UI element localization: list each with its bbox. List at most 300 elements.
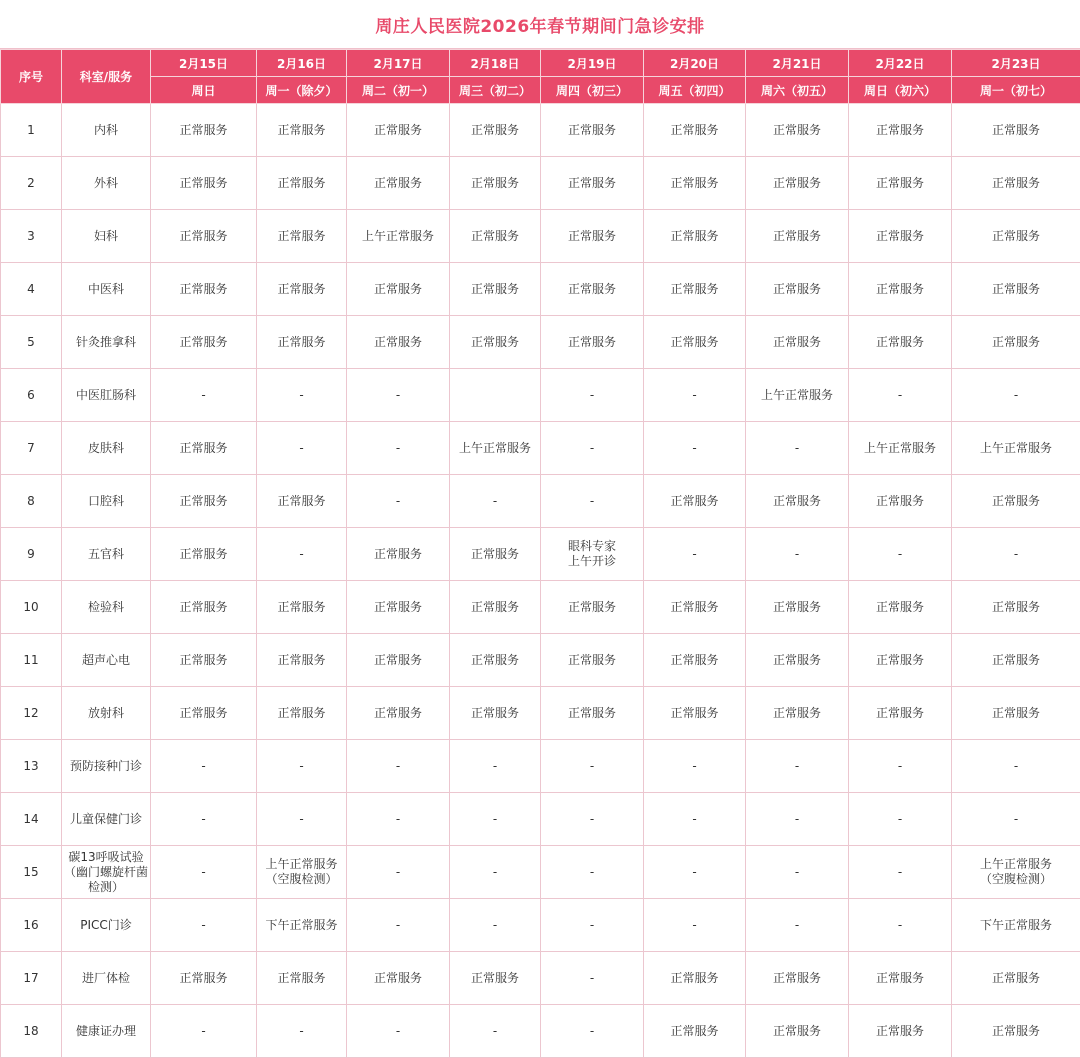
schedule-cell-text: 正常服务: [746, 282, 848, 297]
schedule-cell: [257, 581, 347, 634]
row-dept: [62, 369, 151, 422]
schedule-cell: [541, 316, 644, 369]
schedule-cell-text: 正常服务: [450, 335, 540, 350]
schedule-cell-text: -: [849, 812, 951, 827]
schedule-cell-text: -: [644, 547, 745, 562]
schedule-cell-text: 正常服务: [151, 706, 256, 721]
schedule-cell: [151, 369, 257, 422]
schedule-cell: [541, 422, 644, 475]
schedule-cell-text: 正常服务: [541, 229, 643, 244]
schedule-cell-text: 正常服务: [644, 706, 745, 721]
schedule-cell-text: -: [746, 918, 848, 933]
schedule-cell: [849, 422, 952, 475]
header-date: 2月17日: [347, 50, 450, 77]
table-row: [1, 740, 1080, 793]
row-index: 11: [1, 634, 62, 687]
header-weekday: 周六（初五）: [746, 77, 849, 104]
row-dept: [62, 210, 151, 263]
row-dept: [62, 846, 151, 899]
row-dept: [62, 316, 151, 369]
schedule-cell-text: -: [347, 759, 449, 774]
schedule-cell-text: 正常服务: [541, 600, 643, 615]
schedule-cell-text: -: [849, 759, 951, 774]
row-dept: [62, 422, 151, 475]
schedule-cell: [151, 475, 257, 528]
schedule-cell: [151, 846, 257, 899]
table-row: [1, 634, 1080, 687]
header-date: 2月21日: [746, 50, 849, 77]
table-header: [1, 50, 1080, 104]
schedule-cell-text: 正常服务: [644, 123, 745, 138]
schedule-cell: [644, 104, 746, 157]
schedule-cell-text: 正常服务: [849, 282, 951, 297]
schedule-cell: [644, 1005, 746, 1058]
schedule-cell-text: 正常服务: [849, 335, 951, 350]
schedule-cell-text: -: [450, 494, 540, 509]
schedule-cell: [347, 899, 450, 952]
schedule-cell-text: -: [257, 547, 346, 562]
schedule-cell-text: 正常服务: [746, 971, 848, 986]
schedule-cell-text: 正常服务: [257, 653, 346, 668]
schedule-cell: [541, 104, 644, 157]
row-dept: [62, 104, 151, 157]
schedule-cell: [541, 369, 644, 422]
schedule-cell-text: -: [644, 865, 745, 880]
schedule-cell-text: -: [746, 865, 848, 880]
schedule-cell-text: 正常服务: [952, 1024, 1080, 1039]
schedule-cell-text: 正常服务: [952, 653, 1080, 668]
header-date: 2月16日: [257, 50, 347, 77]
schedule-cell-text: 正常服务: [450, 971, 540, 986]
schedule-cell: [347, 316, 450, 369]
schedule-cell-text: 正常服务: [347, 706, 449, 721]
table-row: [1, 687, 1080, 740]
schedule-cell: [849, 263, 952, 316]
schedule-cell: [541, 899, 644, 952]
schedule-cell-text: 正常服务: [347, 282, 449, 297]
schedule-cell-text: -: [541, 918, 643, 933]
schedule-cell: [257, 793, 347, 846]
schedule-cell-text: -: [151, 865, 256, 880]
schedule-cell: [450, 1005, 541, 1058]
dept-label: 检验科: [62, 600, 150, 615]
schedule-cell: [257, 634, 347, 687]
schedule-cell-text: 正常服务: [849, 176, 951, 191]
schedule-cell: [541, 1005, 644, 1058]
header-index: 序号: [1, 50, 62, 104]
schedule-cell: [746, 687, 849, 740]
schedule-cell-text: 眼科专家 上午开诊: [541, 539, 643, 569]
schedule-cell-text: -: [257, 1024, 346, 1039]
schedule-cell-text: 正常服务: [644, 653, 745, 668]
schedule-cell: [644, 793, 746, 846]
schedule-cell-text: 正常服务: [952, 494, 1080, 509]
schedule-cell: [541, 528, 644, 581]
header-weekday: 周二（初一）: [347, 77, 450, 104]
schedule-cell-text: 正常服务: [257, 494, 346, 509]
schedule-cell: [952, 740, 1080, 793]
header-weekday: 周四（初三）: [541, 77, 644, 104]
dept-label: 碳13呼吸试验 （幽门螺旋杆菌 检测）: [62, 850, 150, 895]
schedule-cell: [952, 581, 1080, 634]
schedule-cell: [347, 422, 450, 475]
schedule-cell: [849, 528, 952, 581]
schedule-cell-text: 正常服务: [644, 1024, 745, 1039]
schedule-cell-text: 正常服务: [257, 335, 346, 350]
schedule-cell-text: -: [151, 759, 256, 774]
schedule-cell: [746, 793, 849, 846]
schedule-cell-text: 正常服务: [347, 123, 449, 138]
schedule-cell: [952, 104, 1080, 157]
schedule-cell: [849, 210, 952, 263]
schedule-cell: [952, 687, 1080, 740]
schedule-cell: [541, 210, 644, 263]
schedule-cell-text: 正常服务: [952, 706, 1080, 721]
schedule-cell: [541, 634, 644, 687]
schedule-cell: [644, 157, 746, 210]
schedule-cell: [151, 793, 257, 846]
header-weekday: 周一（初七）: [952, 77, 1080, 104]
schedule-cell: [257, 475, 347, 528]
schedule-cell-text: 正常服务: [849, 706, 951, 721]
schedule-cell: [347, 263, 450, 316]
schedule-cell-text: 正常服务: [347, 600, 449, 615]
schedule-cell: [151, 157, 257, 210]
schedule-cell-text: 正常服务: [541, 653, 643, 668]
schedule-cell-text: -: [644, 918, 745, 933]
schedule-cell: [849, 740, 952, 793]
row-dept: [62, 952, 151, 1005]
schedule-cell: [450, 422, 541, 475]
schedule-cell-text: 正常服务: [644, 600, 745, 615]
schedule-cell: [257, 740, 347, 793]
table-row: [1, 210, 1080, 263]
table-row: [1, 581, 1080, 634]
header-weekday: 周日: [151, 77, 257, 104]
schedule-cell-text: 正常服务: [257, 176, 346, 191]
row-index: 15: [1, 846, 62, 899]
header-date: 2月18日: [450, 50, 541, 77]
dept-label: 针灸推拿科: [62, 335, 150, 350]
schedule-cell-text: -: [952, 547, 1080, 562]
schedule-cell: [257, 157, 347, 210]
schedule-cell: [257, 687, 347, 740]
schedule-cell-text: -: [151, 918, 256, 933]
dept-label: 中医科: [62, 282, 150, 297]
schedule-cell: [151, 634, 257, 687]
header-weekday: 周三（初二）: [450, 77, 541, 104]
schedule-cell: [347, 210, 450, 263]
schedule-cell-text: 正常服务: [746, 123, 848, 138]
schedule-cell-text: 正常服务: [450, 123, 540, 138]
table-row: [1, 263, 1080, 316]
schedule-cell: [541, 475, 644, 528]
row-index: 13: [1, 740, 62, 793]
row-dept: [62, 581, 151, 634]
row-index: 7: [1, 422, 62, 475]
schedule-cell: [347, 475, 450, 528]
header-weekday: 周一（除夕）: [257, 77, 347, 104]
schedule-cell: [151, 104, 257, 157]
schedule-cell: [952, 263, 1080, 316]
row-dept: [62, 899, 151, 952]
schedule-cell: [644, 369, 746, 422]
schedule-cell-text: -: [541, 759, 643, 774]
dept-label: 儿童保健门诊: [62, 812, 150, 827]
schedule-cell: [450, 899, 541, 952]
schedule-cell-text: 正常服务: [952, 123, 1080, 138]
schedule-cell-text: 正常服务: [347, 653, 449, 668]
schedule-cell-text: 正常服务: [450, 176, 540, 191]
schedule-cell-text: 正常服务: [644, 971, 745, 986]
schedule-cell-text: -: [347, 918, 449, 933]
schedule-cell: [450, 316, 541, 369]
schedule-cell: [541, 687, 644, 740]
schedule-cell: [746, 157, 849, 210]
schedule-cell-text: -: [849, 865, 951, 880]
row-index: 9: [1, 528, 62, 581]
schedule-cell: [952, 369, 1080, 422]
schedule-cell: [450, 210, 541, 263]
row-index: 14: [1, 793, 62, 846]
schedule-cell-text: 正常服务: [644, 176, 745, 191]
schedule-cell: [644, 528, 746, 581]
schedule-cell-text: -: [849, 388, 951, 403]
schedule-cell-text: -: [746, 547, 848, 562]
schedule-cell-text: 正常服务: [849, 653, 951, 668]
row-dept: [62, 740, 151, 793]
schedule-cell: [151, 263, 257, 316]
schedule-cell: [450, 952, 541, 1005]
schedule-cell-text: -: [347, 865, 449, 880]
schedule-cell-text: 正常服务: [257, 706, 346, 721]
schedule-cell-text: 正常服务: [849, 123, 951, 138]
schedule-cell-text: -: [347, 494, 449, 509]
schedule-cell: [347, 740, 450, 793]
schedule-cell: [257, 316, 347, 369]
schedule-cell-text: -: [746, 441, 848, 456]
schedule-cell-text: 正常服务: [450, 229, 540, 244]
schedule-cell-text: 正常服务: [450, 282, 540, 297]
schedule-cell-text: 上午正常服务: [849, 441, 951, 456]
header-weekday: 周五（初四）: [644, 77, 746, 104]
row-dept: [62, 687, 151, 740]
schedule-cell-text: 正常服务: [952, 282, 1080, 297]
schedule-cell: [644, 740, 746, 793]
schedule-cell: [644, 581, 746, 634]
schedule-cell: [257, 104, 347, 157]
schedule-cell: [952, 952, 1080, 1005]
table-row: [1, 157, 1080, 210]
schedule-cell-text: 下午正常服务: [257, 918, 346, 933]
schedule-cell: [151, 740, 257, 793]
schedule-cell-text: 上午正常服务 （空腹检测）: [257, 857, 346, 887]
schedule-cell-text: 正常服务: [151, 123, 256, 138]
schedule-cell: [644, 263, 746, 316]
schedule-cell-text: -: [644, 441, 745, 456]
schedule-cell-text: 正常服务: [450, 653, 540, 668]
schedule-cell: [746, 899, 849, 952]
row-dept: [62, 475, 151, 528]
dept-label: 进厂体检: [62, 971, 150, 986]
schedule-cell: [257, 1005, 347, 1058]
schedule-cell-text: 正常服务: [644, 282, 745, 297]
schedule-cell-text: 上午正常服务: [450, 441, 540, 456]
schedule-cell-text: -: [541, 441, 643, 456]
dept-label: 口腔科: [62, 494, 150, 509]
schedule-cell-text: 正常服务: [151, 653, 256, 668]
schedule-cell-text: -: [347, 441, 449, 456]
schedule-cell: [644, 634, 746, 687]
schedule-cell-text: 正常服务: [450, 547, 540, 562]
dept-label: 健康证办理: [62, 1024, 150, 1039]
schedule-cell: [257, 846, 347, 899]
schedule-cell: [644, 952, 746, 1005]
dept-label: 内科: [62, 123, 150, 138]
schedule-cell: [746, 952, 849, 1005]
row-index: 12: [1, 687, 62, 740]
schedule-cell: [347, 634, 450, 687]
table-row: [1, 793, 1080, 846]
schedule-cell: [257, 263, 347, 316]
row-dept: [62, 528, 151, 581]
schedule-cell: [849, 475, 952, 528]
schedule-cell: [450, 157, 541, 210]
schedule-cell-text: 正常服务: [347, 176, 449, 191]
schedule-cell-text: 正常服务: [849, 600, 951, 615]
schedule-cell: [746, 475, 849, 528]
schedule-cell: [849, 1005, 952, 1058]
schedule-cell-text: 正常服务: [644, 229, 745, 244]
table-row: [1, 369, 1080, 422]
table-row: [1, 528, 1080, 581]
schedule-cell: [746, 316, 849, 369]
schedule-cell: [151, 210, 257, 263]
schedule-cell: [450, 634, 541, 687]
schedule-cell-text: 上午正常服务 （空腹检测）: [952, 857, 1080, 887]
schedule-cell: [746, 210, 849, 263]
schedule-cell: [849, 104, 952, 157]
table-row: [1, 422, 1080, 475]
schedule-cell: [151, 1005, 257, 1058]
schedule-cell: [952, 210, 1080, 263]
schedule-cell: [151, 899, 257, 952]
schedule-cell: [151, 422, 257, 475]
header-dept: 科室/服务: [62, 50, 151, 104]
schedule-cell-text: 上午正常服务: [347, 229, 449, 244]
header-weekday: 周日（初六）: [849, 77, 952, 104]
schedule-cell: [257, 210, 347, 263]
schedule-cell: [849, 687, 952, 740]
schedule-cell-text: 正常服务: [541, 176, 643, 191]
schedule-cell-text: -: [450, 812, 540, 827]
schedule-cell-text: 正常服务: [849, 494, 951, 509]
schedule-cell: [541, 793, 644, 846]
schedule-cell: [151, 952, 257, 1005]
schedule-cell-text: 正常服务: [257, 123, 346, 138]
schedule-cell: [644, 899, 746, 952]
schedule-cell-text: 正常服务: [849, 971, 951, 986]
schedule-cell-text: 正常服务: [151, 229, 256, 244]
row-dept: [62, 634, 151, 687]
page-title: 周庄人民医院2026年春节期间门急诊安排: [0, 0, 1080, 49]
schedule-cell-text: -: [644, 759, 745, 774]
table-row: [1, 475, 1080, 528]
row-index: 10: [1, 581, 62, 634]
schedule-cell: [952, 846, 1080, 899]
schedule-cell: [644, 475, 746, 528]
schedule-cell: [746, 740, 849, 793]
dept-label: 外科: [62, 176, 150, 191]
header-date: 2月15日: [151, 50, 257, 77]
schedule-cell-text: -: [541, 812, 643, 827]
schedule-cell-text: 正常服务: [952, 600, 1080, 615]
schedule-cell-text: 正常服务: [952, 335, 1080, 350]
dept-label: 超声心电: [62, 653, 150, 668]
table-row: [1, 952, 1080, 1005]
schedule-cell-text: -: [151, 388, 256, 403]
schedule-cell-text: 正常服务: [746, 1024, 848, 1039]
schedule-cell-text: 正常服务: [746, 229, 848, 244]
row-index: 17: [1, 952, 62, 1005]
schedule-cell-text: 正常服务: [952, 971, 1080, 986]
schedule-cell-text: -: [644, 812, 745, 827]
schedule-cell: [347, 793, 450, 846]
schedule-cell: [746, 369, 849, 422]
row-dept: [62, 793, 151, 846]
row-index: 16: [1, 899, 62, 952]
row-index: 18: [1, 1005, 62, 1058]
schedule-cell-text: 正常服务: [151, 282, 256, 297]
schedule-cell-text: -: [257, 441, 346, 456]
table-row: [1, 104, 1080, 157]
dept-label: 预防接种门诊: [62, 759, 150, 774]
schedule-cell: [849, 369, 952, 422]
schedule-cell: [450, 581, 541, 634]
schedule-cell-text: 正常服务: [746, 653, 848, 668]
table-body: [1, 104, 1080, 1058]
schedule-cell: [746, 263, 849, 316]
schedule-cell-text: 正常服务: [151, 971, 256, 986]
row-dept: [62, 1005, 151, 1058]
schedule-cell: [952, 793, 1080, 846]
schedule-cell: [952, 899, 1080, 952]
schedule-cell-text: 正常服务: [347, 547, 449, 562]
schedule-cell: [952, 422, 1080, 475]
schedule-cell: [644, 846, 746, 899]
schedule-cell: [347, 104, 450, 157]
row-index: 4: [1, 263, 62, 316]
schedule-cell: [151, 581, 257, 634]
schedule-cell-text: 正常服务: [347, 971, 449, 986]
schedule-cell: [450, 740, 541, 793]
schedule-cell: [450, 793, 541, 846]
schedule-cell: [849, 157, 952, 210]
schedule-cell-text: -: [151, 812, 256, 827]
schedule-cell: [257, 952, 347, 1005]
schedule-cell-text: 正常服务: [257, 600, 346, 615]
schedule-cell-text: 正常服务: [450, 600, 540, 615]
schedule-cell-text: 正常服务: [746, 494, 848, 509]
schedule-cell-text: -: [450, 759, 540, 774]
schedule-cell-text: 正常服务: [151, 335, 256, 350]
schedule-cell: [347, 157, 450, 210]
table-row: [1, 1005, 1080, 1058]
schedule-cell: [644, 422, 746, 475]
row-index: 5: [1, 316, 62, 369]
schedule-cell: [746, 528, 849, 581]
row-dept: [62, 263, 151, 316]
